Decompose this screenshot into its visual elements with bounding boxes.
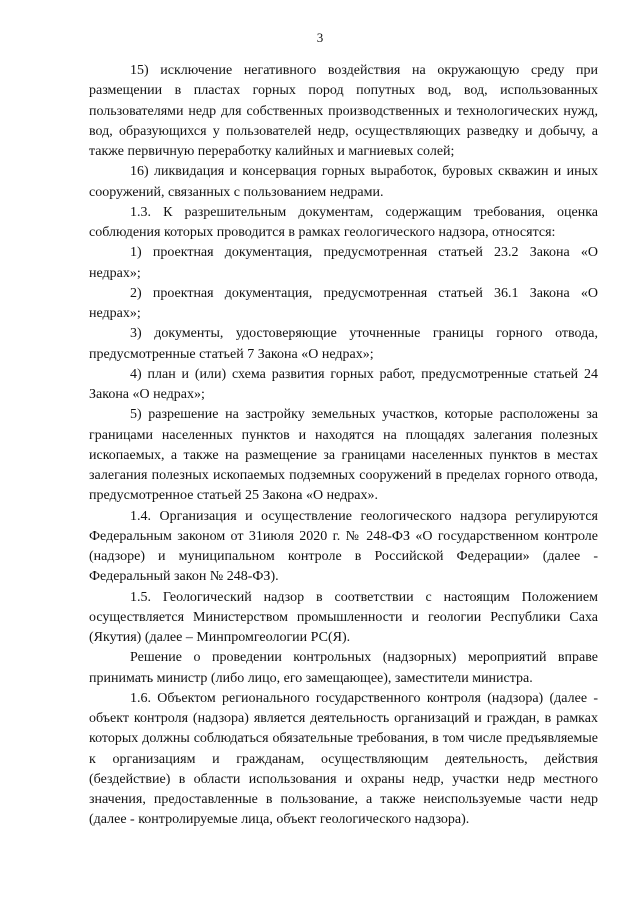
paragraph-doc-4: 4) план и (или) схема развития горных работ, предусмотренные статьей 24 Закона «О недрах»; xyxy=(89,366,598,402)
paragraph-section-1-6: 1.6. Объектом регионального государственного контроля (надзора) (далее - объект контроля (надзора) является деятельность организаций и граждан, в рамках которых должны соблюдаться обязательные требования, в том числе предъявляемые к организациям и гражданам, осуществляющим деятельность, действия (бездействие) в области использования и охраны недр, участки недр местного значения, предоставленные в пользование, а также неиспользуемые части недр (далее - контролируемые лица, объект геологического надзора). xyxy=(89,690,598,828)
page-number: 3 xyxy=(316,30,324,45)
paragraph-doc-3: 3) документы, удостоверяющие уточненные границы горного отвода, предусмотренные статьей 7 Закона «О недрах»; xyxy=(89,326,598,362)
paragraph-item-15: 15) исключение негативного воздействия на окружающую среду при размещении в пластах горных пород попутных вод, вод, использованных пользователями недр для собственных производственных и технологических нужд, вод, образующихся у пользователей недр, осуществляющих разведку и добычу, а также первичную переработку калийных и магниевых солей; xyxy=(89,63,598,159)
paragraph-decision: Решение о проведении контрольных (надзорных) мероприятий вправе принимать министр (либо лицо, его замещающее), заместители министра. xyxy=(89,650,598,686)
paragraph-doc-2: 2) проектная документация, предусмотренная статьей 36.1 Закона «О недрах»; xyxy=(89,285,598,321)
paragraph-item-16: 16) ликвидация и консервация горных выработок, буровых скважин и иных сооружений, связанных с пользованием недрами. xyxy=(89,164,598,200)
paragraph-doc-5: 5) разрешение на застройку земельных участков, которые расположены за границами населенных пунктов и находятся на площадях залегания полезных ископаемых, а также на размещение за границами населенных пунктов в местах залегания полезных ископаемых подземных сооружений в пределах горного отвода, предусмотренное статьей 25 Закона «О недрах». xyxy=(89,407,598,504)
document-body xyxy=(89,61,598,831)
paragraph-section-1-5: 1.5. Геологический надзор в соответствии с настоящим Положением осуществляется Министерством промышленности и геологии Республики Саха (Якутия) (далее – Минпромгеологии РС(Я). xyxy=(89,589,598,645)
paragraph-section-1-3: 1.3. К разрешительным документам, содержащим требования, оценка соблюдения которых проводится в рамках геологического надзора, относятся: xyxy=(89,204,598,240)
paragraph-doc-1: 1) проектная документация, предусмотренная статьей 23.2 Закона «О недрах»; xyxy=(89,245,598,281)
paragraph-section-1-4: 1.4. Организация и осуществление геологического надзора регулируются Федеральным законом от 31июля 2020 г. № 248-ФЗ «О государственном контроле (надзоре) и муниципальном контроле в Российской Федерации» (далее - Федеральный закон № 248-ФЗ). xyxy=(89,508,598,585)
